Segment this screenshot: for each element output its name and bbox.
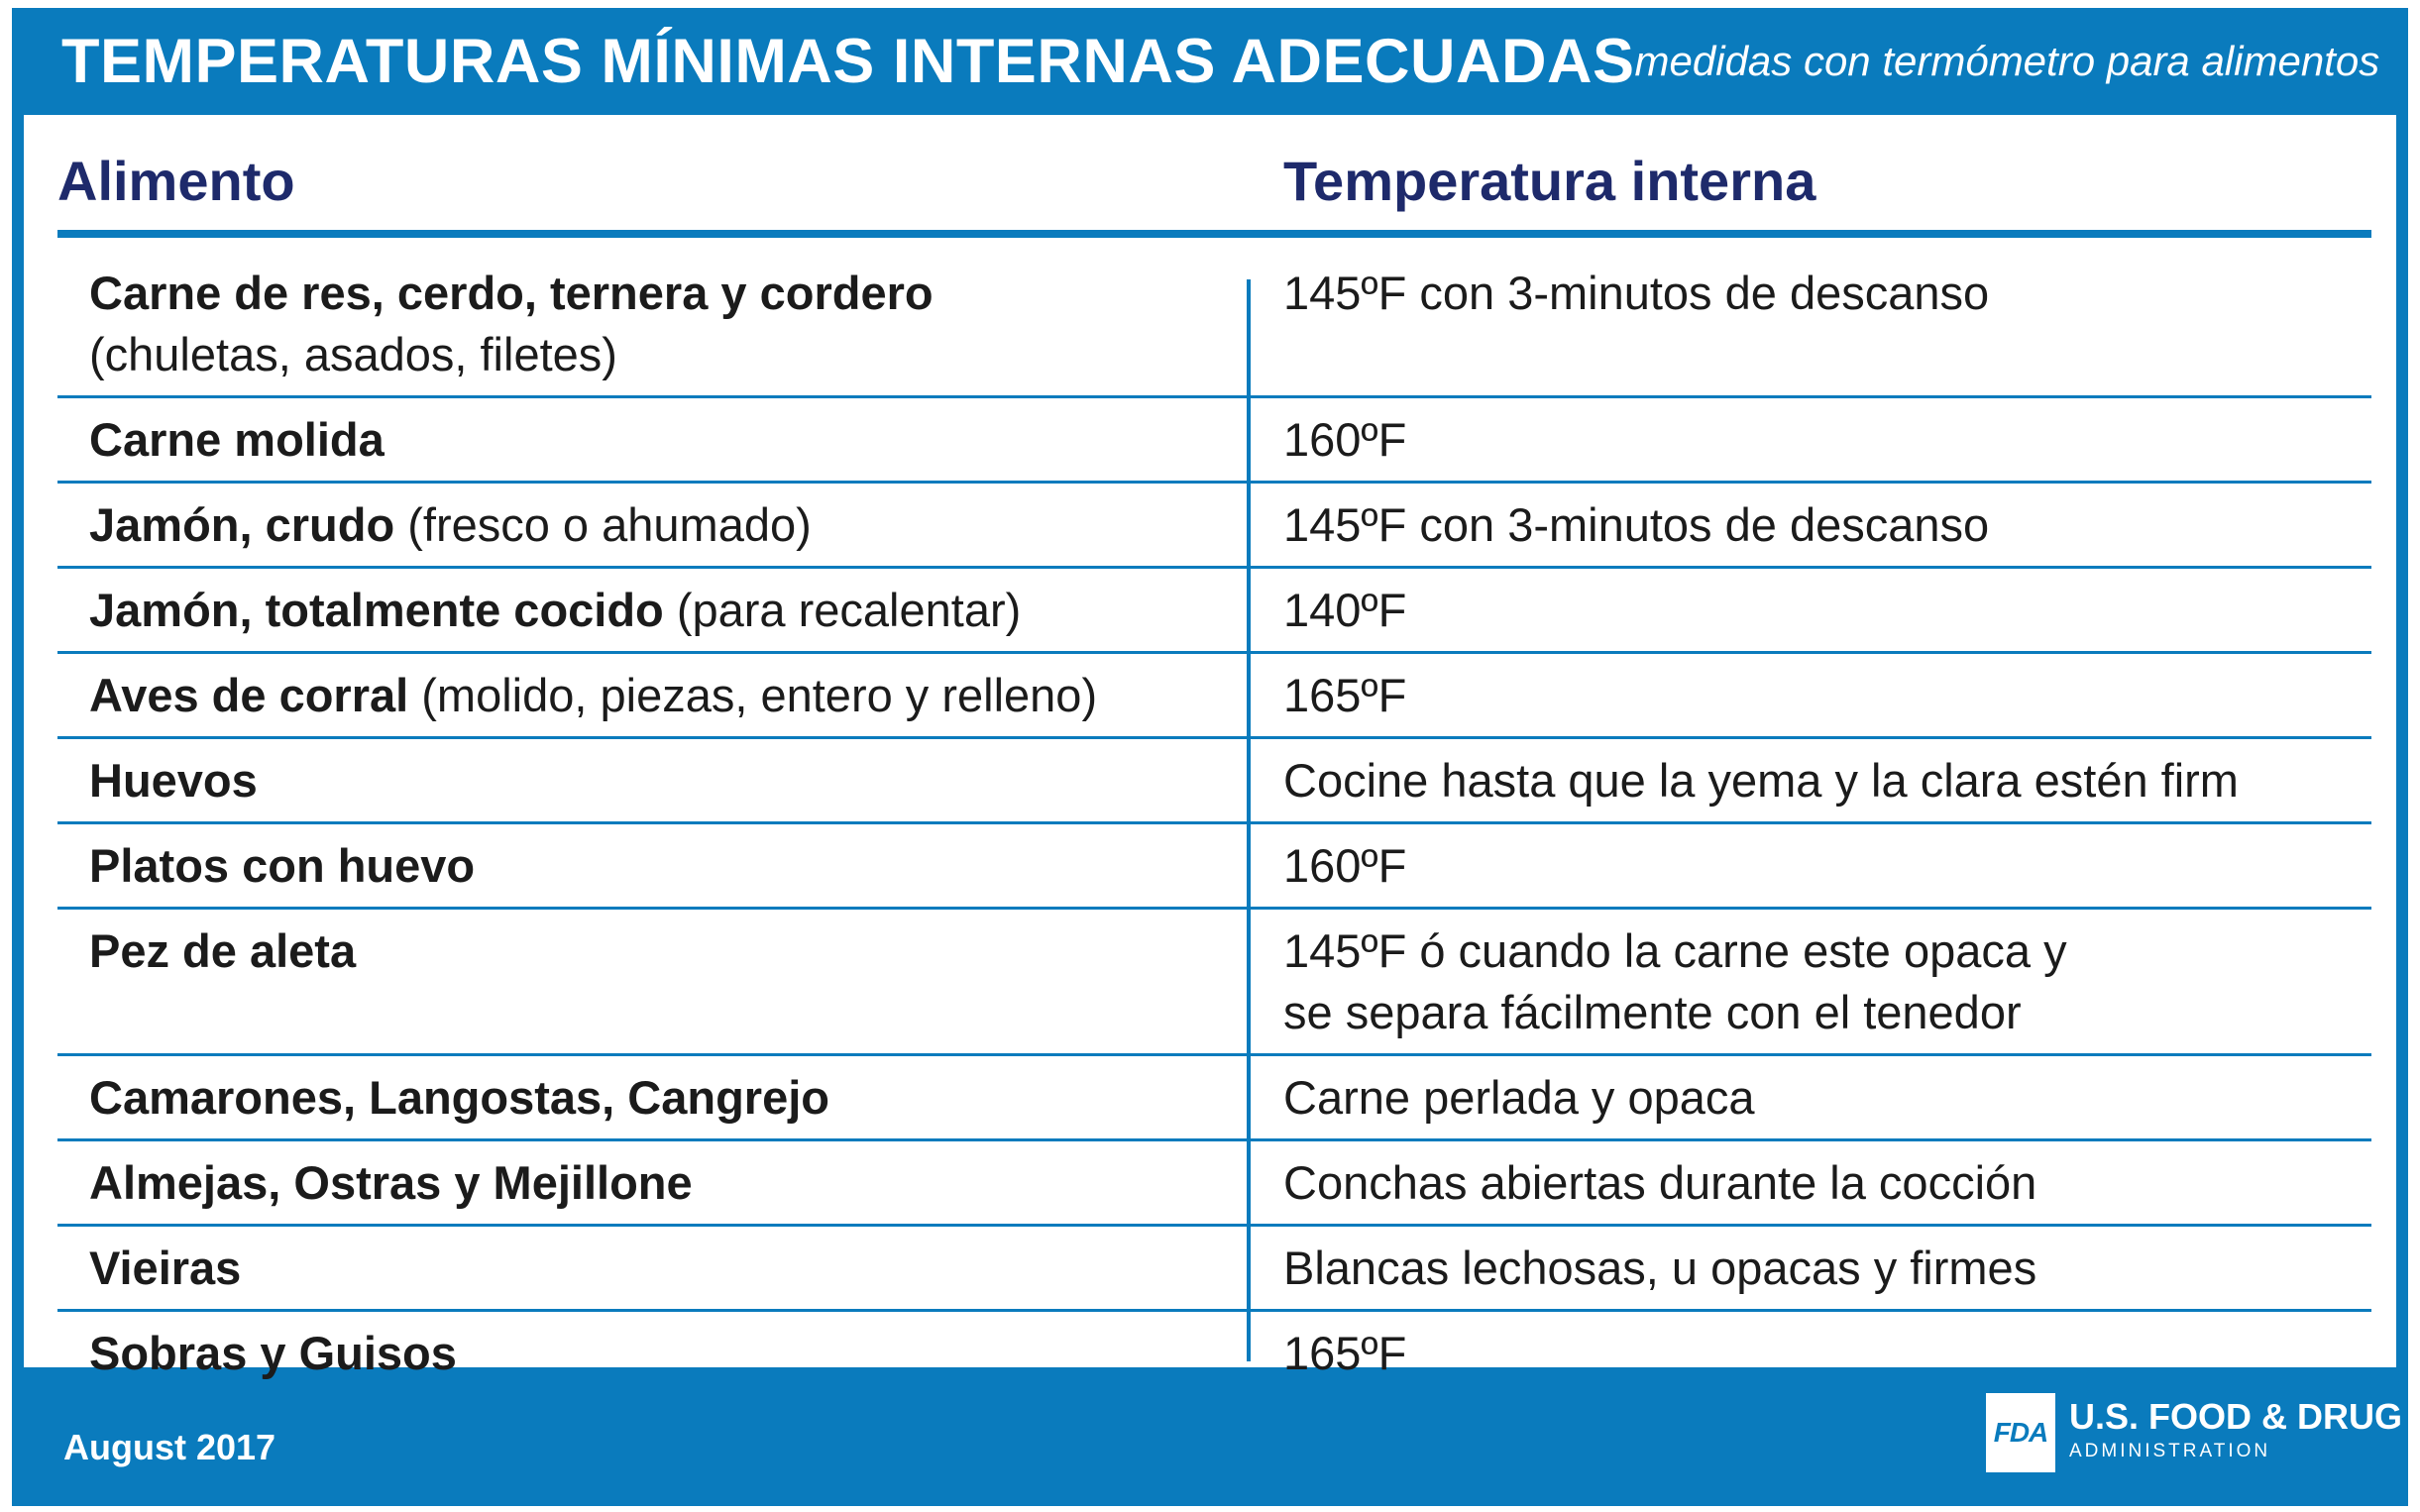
- temperature-text: 165ºF: [1283, 669, 1407, 721]
- food-note-line2: (chuletas, asados, filetes): [89, 328, 617, 380]
- food-note: (para recalentar): [663, 584, 1022, 636]
- temperature-text: Carne perlada y opaca: [1283, 1071, 1755, 1124]
- table-row: [57, 910, 2371, 1056]
- column-header-food: Alimento: [57, 150, 295, 212]
- temperature-text: 160ºF: [1283, 839, 1407, 892]
- food-cell: [57, 252, 1251, 395]
- column-divider: [1247, 279, 1251, 395]
- temperature-text: Blancas lechosas, u opacas y firmes: [1283, 1242, 2037, 1294]
- temperature-cell: [1251, 654, 2371, 736]
- table-row: [57, 654, 2371, 739]
- agency-name-line2: ADMINISTRATION: [2069, 1441, 2271, 1461]
- temperature-cell: [1251, 1312, 2371, 1394]
- food-cell: [57, 398, 1251, 481]
- food-cell: [57, 569, 1251, 651]
- table-row: [57, 1312, 2371, 1394]
- temperature-cell: [1251, 398, 2371, 481]
- food-cell: [57, 1227, 1251, 1309]
- temperature-cell: [1251, 569, 2371, 651]
- temperature-text: Cocine hasta que la yema y la clara estén firm: [1283, 754, 2239, 807]
- food-cell: [57, 824, 1251, 907]
- temperature-text: 165ºF: [1283, 1327, 1407, 1379]
- table-row: [57, 824, 2371, 910]
- food-name: Aves de corral: [89, 669, 409, 721]
- temperature-text: 145ºF ó cuando la carne este opaca y: [1283, 924, 2067, 977]
- chart-frame: [12, 8, 2408, 1506]
- page-title: TEMPERATURAS MÍNIMAS INTERNAS ADECUADAS: [61, 27, 1635, 96]
- food-name: Huevos: [89, 754, 258, 807]
- food-note: (molido, piezas, entero y relleno): [408, 669, 1098, 721]
- table-row: [57, 484, 2371, 569]
- table-row: [57, 1056, 2371, 1141]
- temperature-text: 160ºF: [1283, 413, 1407, 466]
- food-note: (fresco o ahumado): [394, 498, 812, 551]
- food-cell: [57, 1141, 1251, 1224]
- food-cell: [57, 654, 1251, 736]
- food-cell: [57, 484, 1251, 566]
- table-row: [57, 252, 2371, 398]
- food-cell: [57, 1056, 1251, 1138]
- temperature-cell: [1251, 252, 2371, 395]
- food-cell: [57, 1312, 1251, 1394]
- agency-name: [2069, 1397, 2402, 1466]
- food-name: Vieiras: [89, 1242, 242, 1294]
- food-name: Carne de res, cerdo, ternera y cordero: [89, 267, 934, 319]
- temperature-cell: [1251, 739, 2371, 821]
- temperature-cell: [1251, 1056, 2371, 1138]
- fda-logo-icon: FDA: [1986, 1393, 2055, 1472]
- temperature-text: 145ºF con 3-minutos de descanso: [1283, 267, 1990, 319]
- food-name: Pez de aleta: [89, 924, 357, 977]
- temperature-text: 140ºF: [1283, 584, 1407, 636]
- publication-date: August 2017: [63, 1427, 276, 1467]
- table-row: [57, 398, 2371, 484]
- food-name: Sobras y Guisos: [89, 1327, 457, 1379]
- food-name: Jamón, totalmente cocido: [89, 584, 664, 636]
- food-cell: [57, 739, 1251, 821]
- column-header-temperature: Temperatura interna: [1283, 150, 1816, 212]
- table-panel: [24, 115, 2396, 1379]
- header-bar: [12, 8, 2408, 115]
- temperature-cell: [1251, 1227, 2371, 1309]
- page-subtitle: medidas con termómetro para alimentos: [1634, 38, 2380, 84]
- temperature-text: Conchas abiertas durante la cocción: [1283, 1156, 2037, 1209]
- table-row: [57, 1227, 2371, 1312]
- food-name: Almejas, Ostras y Mejillone: [89, 1156, 693, 1209]
- food-name: Camarones, Langostas, Cangrejo: [89, 1071, 829, 1124]
- header-divider: [57, 230, 2371, 238]
- food-name: Jamón, crudo: [89, 498, 395, 551]
- temperature-cell: [1251, 484, 2371, 566]
- table-row: [57, 1141, 2371, 1227]
- table-row: [57, 739, 2371, 824]
- temperature-table: [57, 252, 2371, 1394]
- food-cell: [57, 910, 1251, 1053]
- column-divider: [1247, 1312, 1251, 1361]
- temperature-text: 145ºF con 3-minutos de descanso: [1283, 498, 1990, 551]
- temperature-cell: [1251, 824, 2371, 907]
- temperature-text-line2: se separa fácilmente con el tenedor: [1283, 986, 2022, 1038]
- temperature-cell: [1251, 1141, 2371, 1224]
- agency-name-line1: U.S. FOOD & DRUG: [2069, 1396, 2403, 1437]
- temperature-cell: [1251, 910, 2371, 1053]
- food-name: Carne molida: [89, 413, 385, 466]
- food-name: Platos con huevo: [89, 839, 476, 892]
- table-row: [57, 569, 2371, 654]
